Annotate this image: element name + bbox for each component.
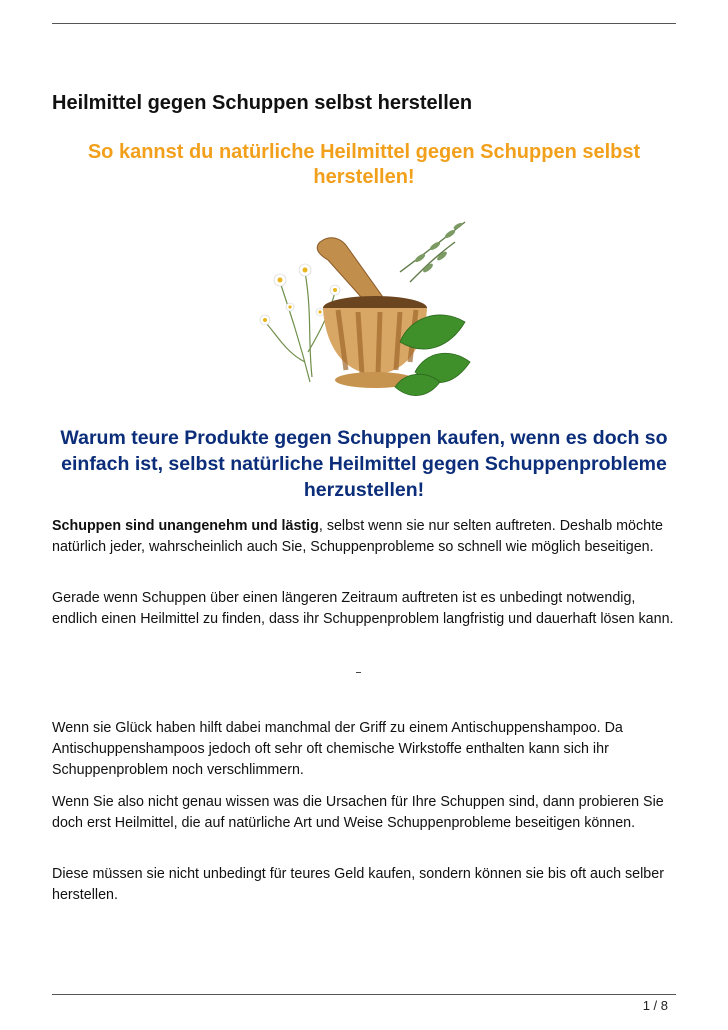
page-title: Heilmittel gegen Schuppen selbst herstellen bbox=[52, 92, 473, 114]
header-rule bbox=[52, 23, 676, 24]
paragraph-3: Wenn sie Glück haben hilft dabei manchmal der Griff zu einem Antischuppenshampoo. Da Antischuppenshampoos jedoch oft sehr oft chemische Wirkstoffe enthalten kann sich ihr Schuppenproblem noch verschlimmern. bbox=[52, 720, 623, 778]
section-heading: Warum teure Produkte gegen Schuppen kaufen, wenn es doch so einfach ist, selbst natürliche Heilmittel gegen Schuppenprobleme herzustellen! bbox=[60, 427, 668, 501]
paragraph-1 bbox=[52, 516, 676, 558]
chamomile-icon bbox=[265, 272, 335, 382]
paragraph-2: Gerade wenn Schuppen über einen längeren Zeitraum auftreten ist es unbedingt notwendig, endlich einen Heilmittel zu finden, dass ihr Schuppenproblem langfristig und dauerhaft lösen kann. bbox=[52, 590, 674, 627]
paragraph-4: Wenn Sie also nicht genau wissen was die Ursachen für Ihre Schuppen sind, dann probieren Sie doch erst Heilmittel, die auf natürliche Art und Weise Schuppenprobleme beseitigen können. bbox=[52, 794, 664, 831]
mortar-herbs-image bbox=[250, 212, 480, 404]
paragraph-1-rest: , selbst wenn sie nur selten auftreten. Deshalb möchte natürlich jeder, wahrscheinlich auch Sie, Schuppenprobleme so schnell wie möglich beseitigen. bbox=[52, 518, 664, 555]
page-number: 1 / 8 bbox=[642, 998, 668, 1013]
herb-sprig-icon bbox=[400, 222, 465, 282]
subtitle: So kannst du natürliche Heilmittel gegen Schuppen selbst herstellen! bbox=[87, 141, 641, 188]
footer-rule bbox=[52, 994, 676, 995]
paragraph-5: Diese müssen sie nicht unbedingt für teures Geld kaufen, sondern können sie bis oft auch selber herstellen. bbox=[52, 866, 664, 903]
paragraph-1-bold: Schuppen sind unangenehm und lästig bbox=[52, 518, 319, 534]
separator-mark bbox=[356, 672, 361, 673]
